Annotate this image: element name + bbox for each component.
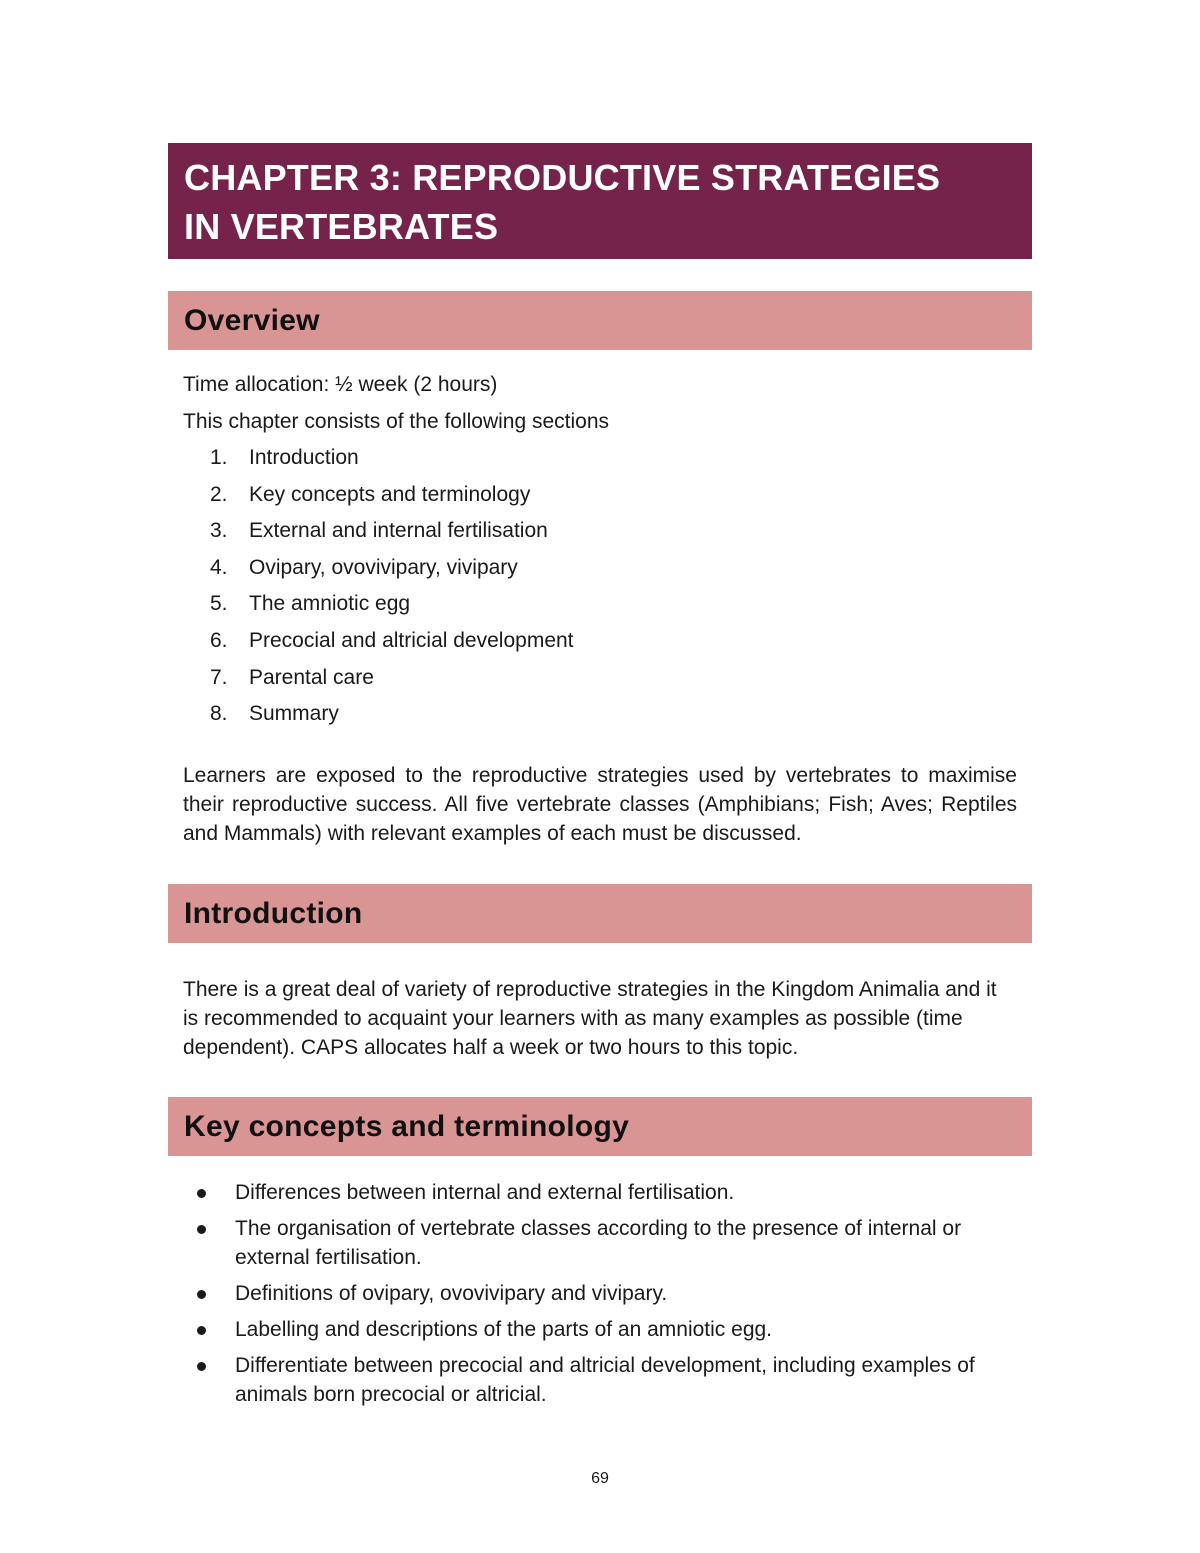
list-item: Differentiate between precocial and altricial development, including examples of animals born precocial or altricial. [183, 1351, 1023, 1409]
time-allocation: Time allocation: ½ week (2 hours) [183, 373, 498, 396]
page-number: 69 [591, 1470, 609, 1487]
section-heading-introduction [168, 884, 1032, 943]
list-item: Definitions of ovipary, ovovivipary and vivipary. [183, 1279, 1023, 1308]
introduction-paragraph: There is a great deal of variety of reproductive strategies in the Kingdom Animalia and it is recommended to acquaint your learners with as many examples as possible (time dependent). CAPS allocates half a week or two hours to this topic. [183, 978, 997, 1059]
key-concepts-list [183, 1178, 1023, 1416]
overview-paragraph: Learners are exposed to the reproductive strategies used by vertebrates to maximise their reproductive success. All five vertebrate classes (Amphibians; Fish; Aves; Reptiles and Mammals) with relevant examples of each must be discussed. [183, 764, 1017, 845]
key-concepts-heading: Key concepts and terminology [184, 1110, 630, 1143]
list-item: Labelling and descriptions of the parts of an amniotic egg. [183, 1315, 1023, 1344]
bullet-icon [197, 1189, 206, 1198]
chapter-title-banner [168, 143, 1032, 259]
bullet-icon [197, 1225, 206, 1234]
bullet-icon [197, 1290, 206, 1299]
list-item: Differences between internal and external fertilisation. [183, 1178, 1023, 1207]
chapter-title-line-1: CHAPTER 3: REPRODUCTIVE STRATEGIES [184, 157, 941, 198]
sections-intro: This chapter consists of the following sections [183, 410, 610, 433]
overview-heading: Overview [184, 304, 320, 337]
section-heading-key-concepts [168, 1097, 1032, 1156]
bullet-icon [197, 1326, 206, 1335]
section-heading-overview [168, 291, 1032, 350]
bullet-icon [197, 1362, 206, 1371]
chapter-title-line-2: IN VERTEBRATES [184, 206, 499, 247]
list-item: The organisation of vertebrate classes according to the presence of internal or external fertilisation. [183, 1214, 1023, 1272]
introduction-heading: Introduction [184, 897, 363, 930]
